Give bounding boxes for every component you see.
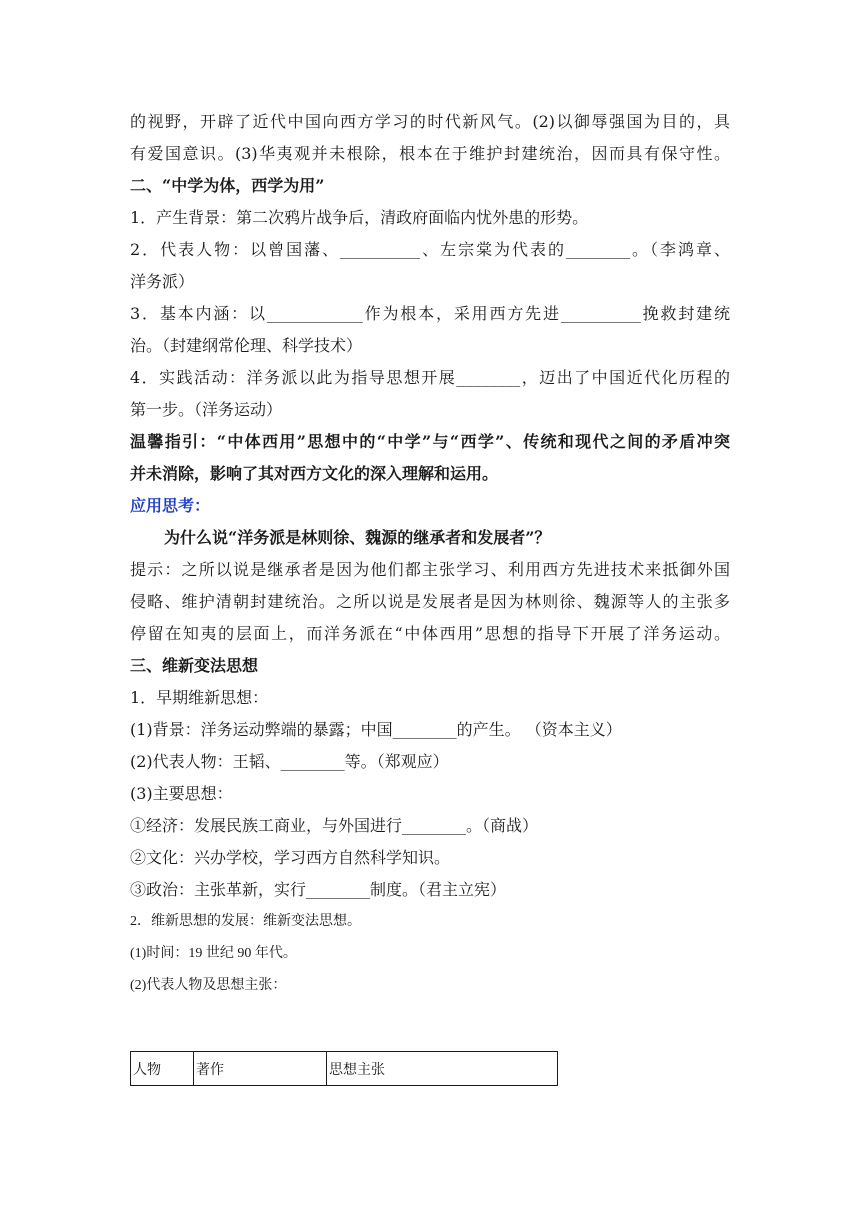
table-header-cell: 著作 — [194, 1052, 327, 1086]
table-header-cell: 思想主张 — [327, 1052, 558, 1086]
thinkers-table — [130, 1051, 558, 1086]
hint-line: 停留在知夷的层面上，而洋务派在“中体西用”思想的指导下开展了洋务运动。 — [130, 624, 730, 643]
section-heading: 二、“中学为体，西学为用” — [130, 176, 325, 195]
hint-line: 侵略、维护清朝封建统治。之所以说是发展者是因为林则徐、魏源等人的主张多 — [130, 592, 730, 611]
paragraph-line: 治。（封建纲常伦理、科学技术） — [130, 336, 363, 355]
section-heading: 三、维新变法思想 — [130, 656, 259, 675]
paragraph-line: 1．产生背景：第二次鸦片战争后，清政府面临内忧外患的形势。 — [130, 208, 589, 227]
paragraph-line: (2)代表人物：王韬、________等。（郑观应） — [130, 752, 449, 771]
tip-line: 并未消除，影响了其对西方文化的深入理解和运用。 — [130, 464, 499, 483]
document-body — [130, 106, 730, 1002]
question-line: 为什么说“洋务派是林则徐、魏源的继承者和发展者”？ — [164, 528, 551, 547]
paragraph-line: 第一步。（洋务运动） — [130, 400, 283, 419]
paragraph-line: 2．维新思想的发展：维新变法思想。 — [130, 914, 361, 929]
paragraph-line: (1)时间：19 世纪 90 年代。 — [130, 946, 297, 961]
hint-line: 提示：之所以说是继承者是因为他们都主张学习、利用西方先进技术来抵御外国 — [130, 560, 730, 579]
table-header-cell: 人物 — [131, 1052, 194, 1086]
paragraph-line: 的视野，开辟了近代中国向西方学习的时代新风气。(2)以御辱强国为目的，具 — [130, 112, 730, 131]
paragraph-line: 3．基本内涵：以____________作为根本，采用西方先进__________挽救封建统 — [130, 304, 730, 323]
paragraph-line: 1．早期维新思想： — [130, 688, 269, 707]
table-header-row — [131, 1052, 558, 1086]
application-heading: 应用思考： — [130, 496, 211, 515]
paragraph-line: ①经济：发展民族工商业，与外国进行________。（商战） — [130, 816, 539, 835]
paragraph-line: 4．实践活动：洋务派以此为指导思想开展________，迈出了中国近代化历程的 — [130, 368, 730, 387]
tip-line: 温馨指引：“中体西用”思想中的“中学”与“西学”、传统和现代之间的矛盾冲突 — [130, 432, 730, 451]
paragraph-line: (2)代表人物及思想主张： — [130, 978, 287, 993]
paragraph-line: ③政治：主张革新，实行________制度。（君主立宪） — [130, 880, 507, 899]
paragraph-line: ②文化：兴办学校，学习西方自然科学知识。 — [130, 848, 451, 867]
paragraph-line: 洋务派） — [130, 272, 195, 291]
paragraph-line: (1)背景：洋务运动弊端的暴露；中国________的产生。 （资本主义） — [130, 720, 622, 739]
paragraph-line: (3)主要思想： — [130, 784, 233, 803]
paragraph-line: 有爱国意识。(3)华夷观并未根除，根本在于维护封建统治，因而具有保守性。 — [130, 144, 730, 163]
paragraph-line: 2．代表人物：以曾国藩、__________、左宗棠为代表的________。（李鸿章、 — [130, 240, 730, 259]
